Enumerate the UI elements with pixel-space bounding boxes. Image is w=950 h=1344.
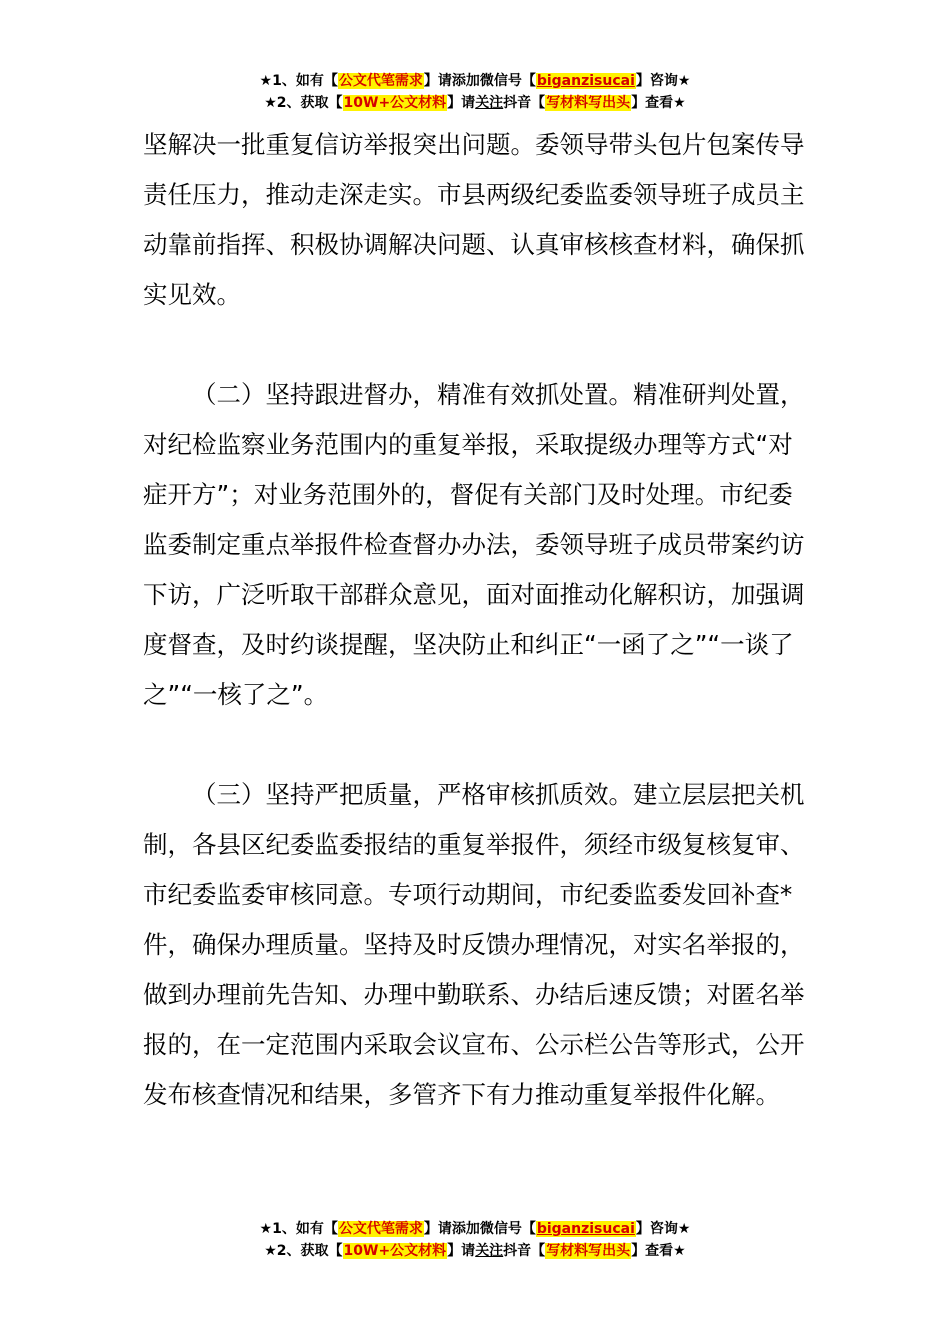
promo-highlight: 公文代笔需求 <box>338 73 423 89</box>
document-body <box>143 120 807 1120</box>
promo-banner-top <box>0 70 950 114</box>
promo-text: ★1、如有【 <box>259 1221 338 1237</box>
paragraph-1: 坚解决一批重复信访举报突出问题。委领导带头包片包案传导责任压力，推动走深走实。市县两级纪委监委领导班子成员主动靠前指挥、积极协调解决问题、认真审核核查材料，确保抓实见效。 <box>143 130 805 309</box>
promo-text: ★1、如有【 <box>259 73 338 89</box>
promo-text: ★2、获取【 <box>264 95 343 111</box>
promo-highlight: 公文代笔需求 <box>338 1221 423 1237</box>
promo-text: 】查看★ <box>631 1243 686 1259</box>
promo-text: 】请添 <box>423 73 466 89</box>
promo-text: 抖音【 <box>503 95 546 111</box>
promo-text: ★2、获取【 <box>264 1243 343 1259</box>
promo-text: 微信号【 <box>479 73 536 89</box>
promo-text: 关注 <box>475 1243 504 1259</box>
promo-text: 】请 <box>447 1243 476 1259</box>
promo-text: 关注 <box>475 95 504 111</box>
promo-text: 】请 <box>447 95 476 111</box>
promo-line-1 <box>0 1218 950 1240</box>
promo-highlight: 写材料写出头 <box>546 1243 631 1259</box>
promo-banner-bottom <box>0 1218 950 1262</box>
promo-text: 加 <box>465 73 480 89</box>
promo-highlight: 写材料写出头 <box>546 95 631 111</box>
promo-text: 】查看★ <box>631 95 686 111</box>
promo-line-2 <box>0 92 950 114</box>
wechat-id-link[interactable]: biganzisucai <box>536 73 635 89</box>
promo-text: 抖音【 <box>503 1243 546 1259</box>
promo-text: 微信号【 <box>479 1221 536 1237</box>
promo-highlight: 10W+公文材料 <box>343 1243 447 1259</box>
promo-highlight: 10W+公文材料 <box>343 95 447 111</box>
promo-text: 加 <box>465 1221 480 1237</box>
paragraph-gap <box>143 720 807 770</box>
paragraph-3: （三）坚持严把质量，严格审核抓质效。建立层层把关机制，各县区纪委监委报结的重复举报件，须经市级复核复审、市纪委监委审核同意。专项行动期间，市纪委监委发回补查*件，确保办理质量。坚持及时反馈办理情况，对实名举报的，做到办理前先告知、办理中勤联系、办结后速反馈；对匿名举报的，在一定范围内采取会议宣布、公示栏公告等形式，公开发布核查情况和结果，多管齐下有力推动重复举报件化解。 <box>143 780 805 1109</box>
promo-text: 】请添 <box>423 1221 466 1237</box>
promo-line-1 <box>0 70 950 92</box>
paragraph-gap <box>143 320 807 370</box>
wechat-id-link[interactable]: biganzisucai <box>536 1221 635 1237</box>
promo-text: 】咨询★ <box>635 73 691 89</box>
paragraph-2: （二）坚持跟进督办，精准有效抓处置。精准研判处置，对纪检监察业务范围内的重复举报，采取提级办理等方式“对症开方”；对业务范围外的，督促有关部门及时处理。市纪委监委制定重点举报件检查督办办法，委领导班子成员带案约访下访，广泛听取干部群众意见，面对面推动化解积访，加强调度督查，及时约谈提醒，坚决防止和纠正“一函了之”“一谈了之”“一核了之”。 <box>143 380 805 709</box>
promo-text: 】咨询★ <box>635 1221 691 1237</box>
promo-line-2 <box>0 1240 950 1262</box>
